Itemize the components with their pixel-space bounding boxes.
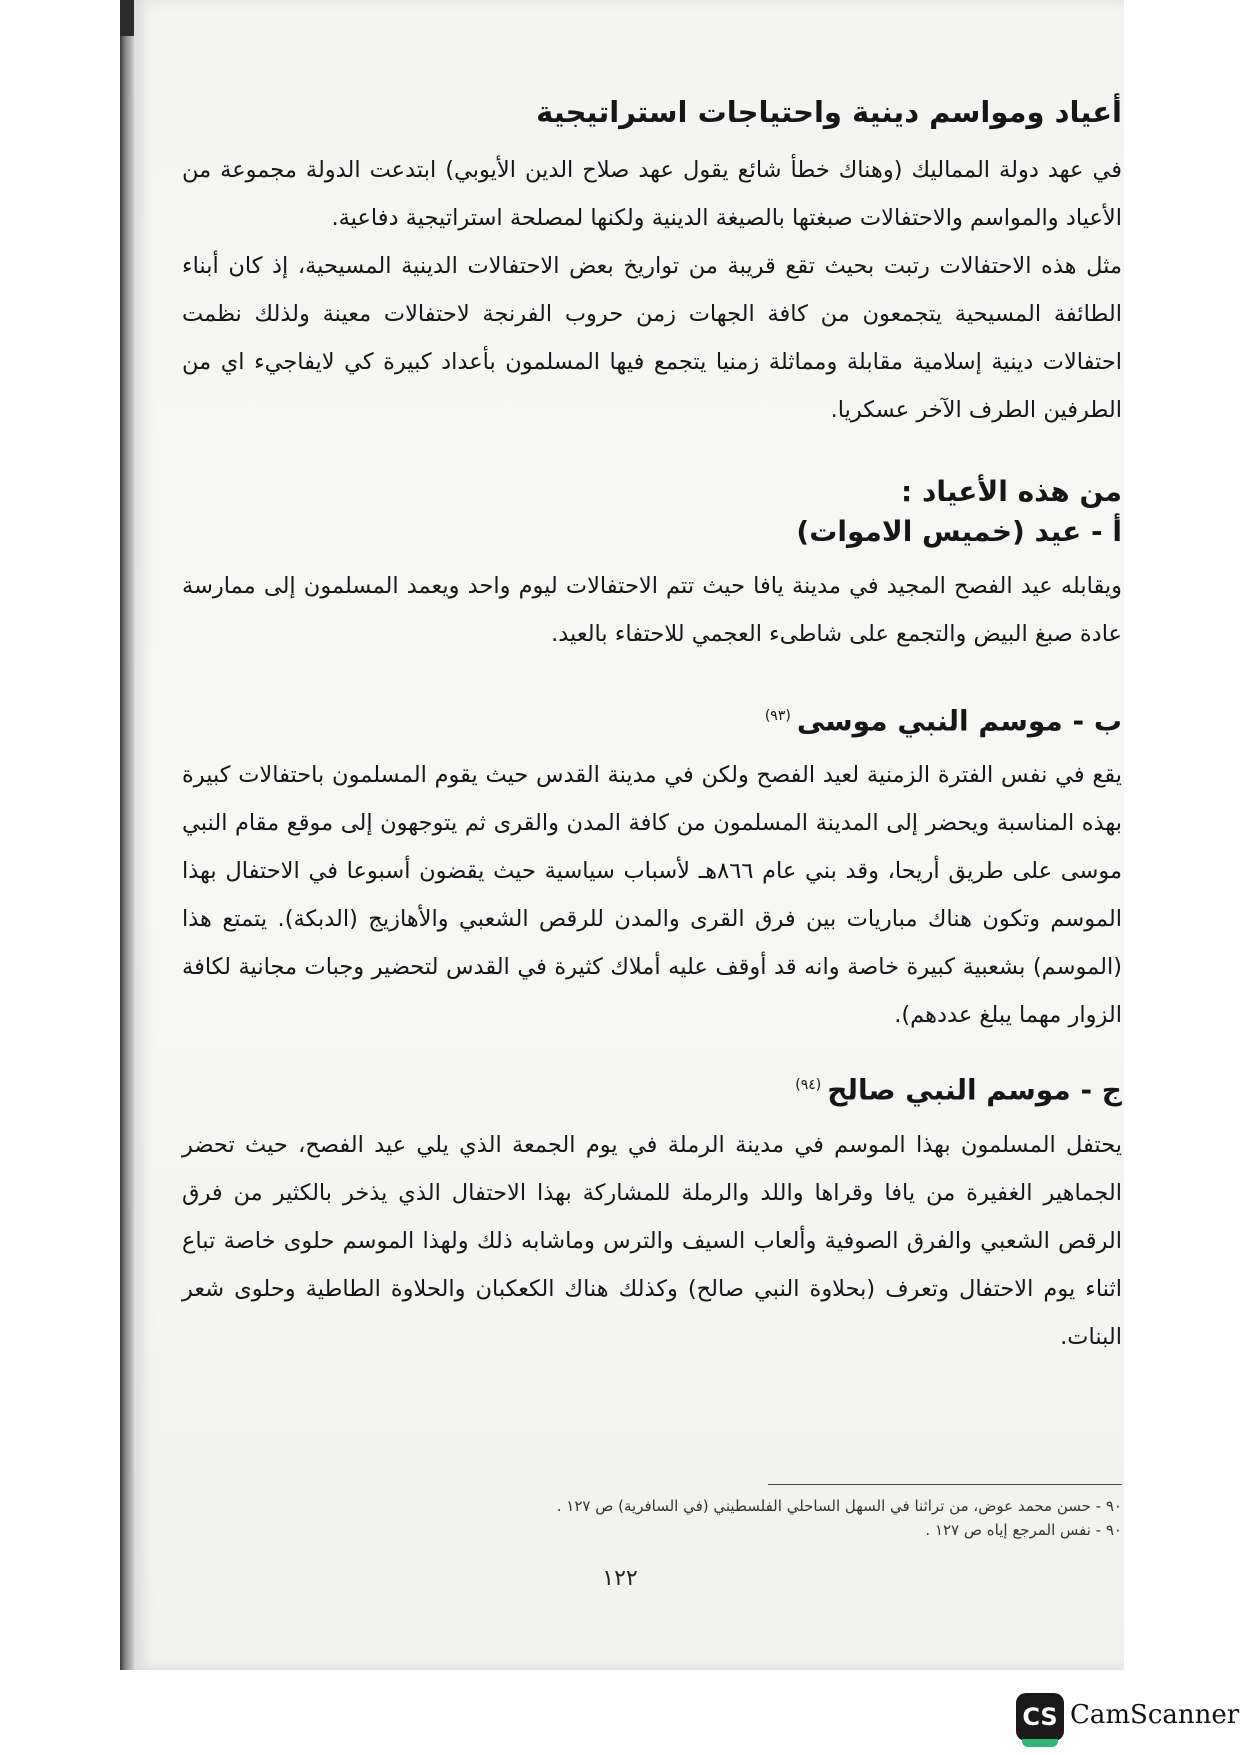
book-spine-shadow bbox=[120, 0, 134, 1670]
section-b-heading bbox=[182, 696, 1122, 741]
section-a-title: أ - عيد (خميس الاموات) bbox=[796, 515, 1122, 548]
section-b-body: يقع في نفس الفترة الزمنية لعيد الفصح ولكن في مدينة القدس حيث يقوم المسلمون باحتفالات كبيرة بهذه المناسبة ويحضر إلى المدينة المسلمون من كافة المدن والقرى ثم يتوجهون إلى موقع مقام النبي موسى على طريق أريحا، وقد بني عام ٨٦٦هـ لأسباب سياسية حيث يقضون أسبوعا في الاحتفال بهذا الموسم وتكون هناك مباريات بين فرق القرى والمدن للرقص الشعبي والأهازيج (الدبكة). يتمتع هذا (الموسم) بشعبية كبيرة خاصة وانه قد أوقف عليه أملاك كثيرة في القدس لتحضير وجبات مجانية لكافة الزوار مهما يبلغ عددهم). bbox=[182, 762, 1122, 1029]
footnote-item: ٩٠ - حسن محمد عوض، من تراثنا في السهل الساحلي الفلسطيني (في السافرية) ص ١٢٧ . bbox=[556, 1497, 1122, 1515]
section-c-title: ج - موسم النبي صالح bbox=[827, 1073, 1122, 1107]
footnote-divider bbox=[768, 1484, 1122, 1485]
intro-paragraph-2: مثل هذه الاحتفالات رتبت بحيث تقع قريبة من تواريخ بعض الاحتفالات الدينية المسيحية، إذ كان أبناء الطائفة المسيحية يتجمعون من كافة الجهات زمن حروب الفرنجة لاحتفالات معينة ولذلك نظمت احتفالات دينية إسلامية مقابلة ومماثلة زمنيا يتجمع فيها المسلمون بأعداد كبيرة كي لايفاجيء اي من الطرفين الطرف الآخر عسكريا. bbox=[182, 253, 1122, 423]
intro-paragraph-1: في عهد دولة المماليك (وهناك خطأ شائع يقول عهد صلاح الدين الأيوبي) ابتدعت الدولة مجموعة من الأعياد والمواسم والاحتفالات صبغتها بالصيغة الدينية ولكنها لمصلحة استراتيجية دفاعية. bbox=[182, 157, 1122, 231]
main-heading: أعياد ومواسم دينية واحتياجات استراتيجية bbox=[536, 95, 1122, 129]
footnote-ref-93: (٩٣) bbox=[764, 708, 791, 724]
camscanner-logo-icon: CS bbox=[1016, 1693, 1064, 1741]
section-b-title: ب - موسم النبي موسى bbox=[796, 704, 1122, 738]
footnote-ref-94: (٩٤) bbox=[795, 1077, 822, 1094]
list-heading: من هذه الأعياد : bbox=[901, 475, 1122, 508]
page-number: ١٢٢ bbox=[602, 1566, 638, 1591]
section-c-body: يحتفل المسلمون بهذا الموسم في مدينة الرملة في يوم الجمعة الذي يلي عيد الفصح، حيث تحضر الجماهير الغفيرة من يافا وقراها واللد والرملة للمشاركة بهذا الاحتفال الذي يذخر بالكثير من فرق الرقص الشعبي والفرق الصوفية وألعاب السيف والترس وماشابه ذلك ولهذا الموسم حلوى خاصة تباع اثناء يوم الاحتفال وتعرف (بحلاوة النبي صالح) وكذلك هناك الكعكبان والحلاوة الطاطية وحلوى شعر البنات. bbox=[182, 1131, 1122, 1350]
camscanner-wordmark: CamScanner bbox=[1070, 1700, 1240, 1730]
footnotes bbox=[500, 1494, 1122, 1542]
section-a-body: ويقابله عيد الفصح المجيد في مدينة يافا حيث تتم الاحتفالات ليوم واحد ويعمد المسلمون إلى ممارسة عادة صبغ البيض والتجمع على شاطىء العجمي للاحتفاء بالعيد. bbox=[182, 573, 1122, 647]
footnote-item: ٩٠ - نفس المرجع إياه ص ١٢٧ . bbox=[925, 1521, 1122, 1539]
section-c-heading bbox=[182, 1065, 1122, 1110]
page-content bbox=[182, 92, 1122, 1361]
